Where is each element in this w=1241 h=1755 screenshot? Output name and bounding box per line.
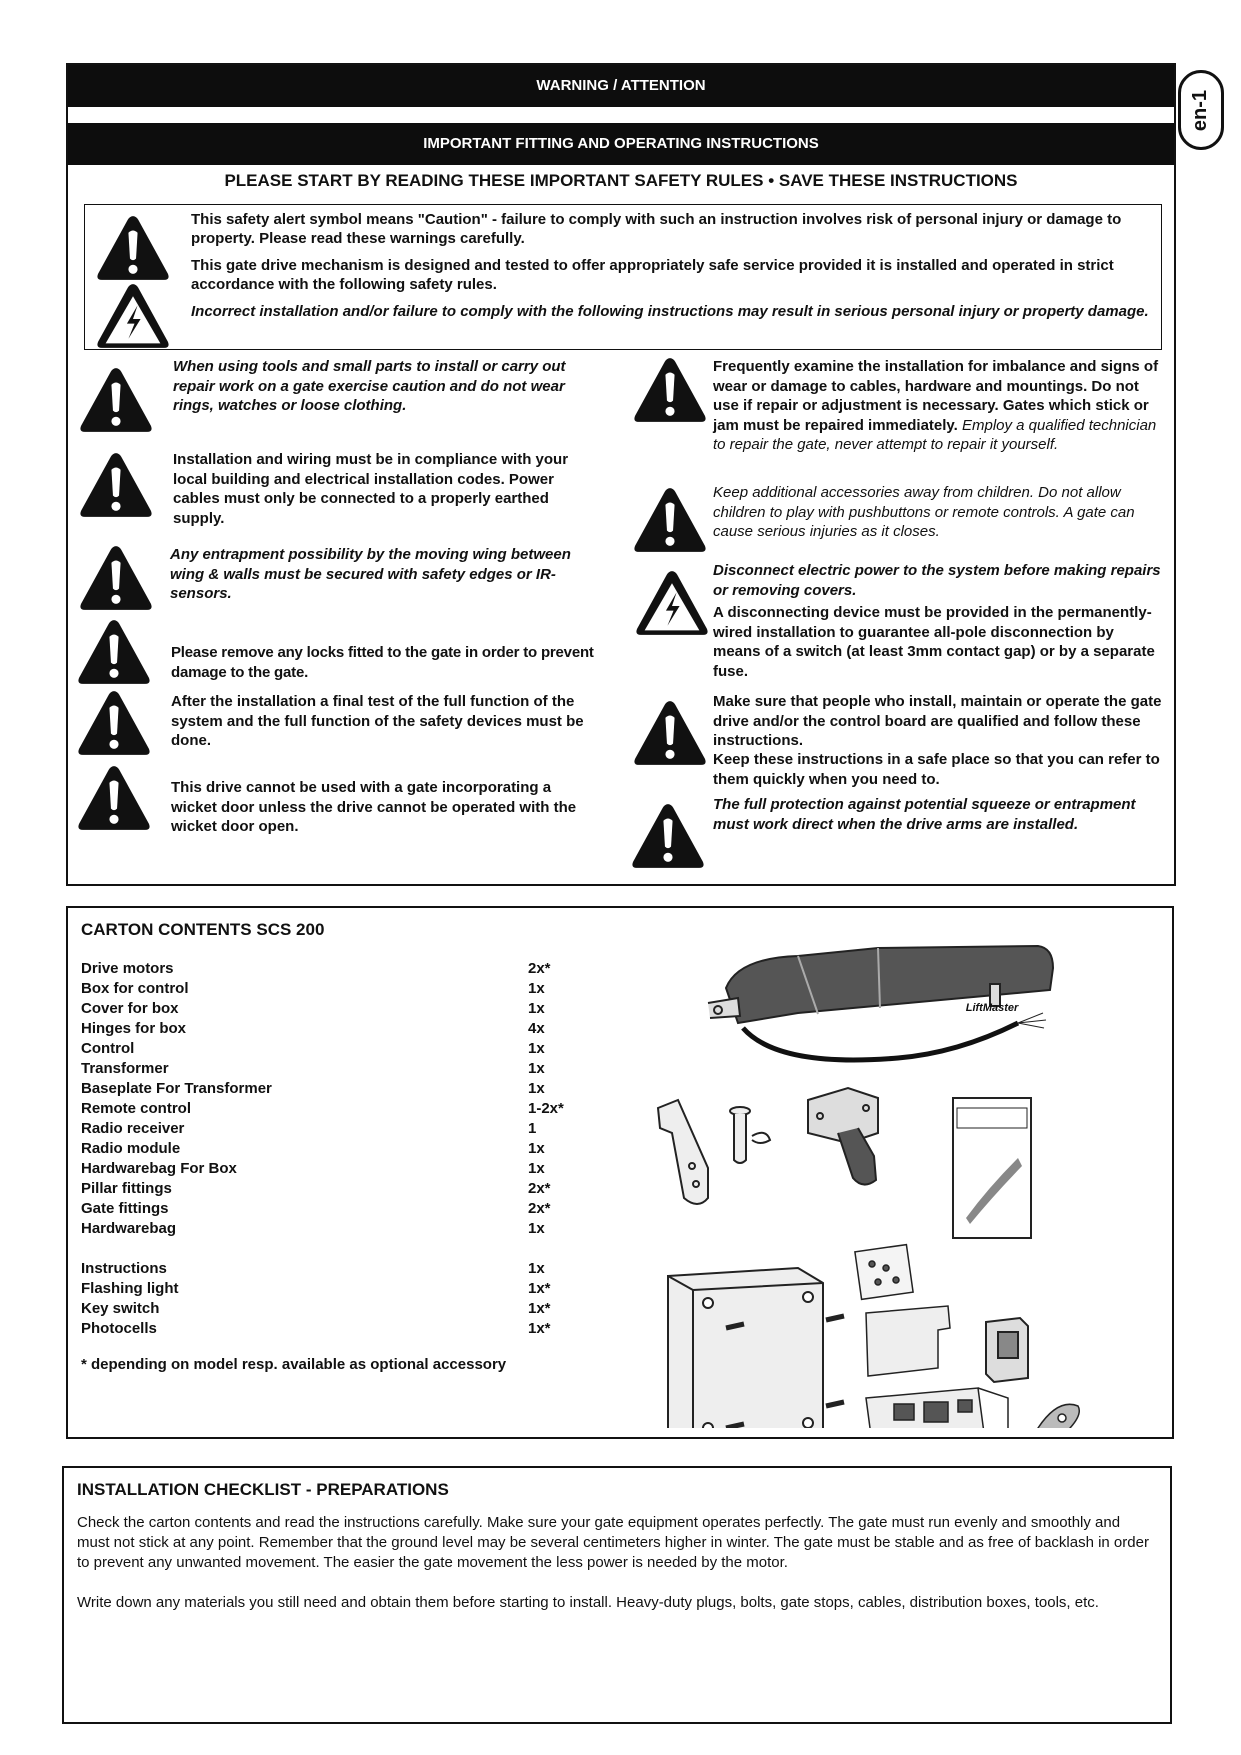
list-item (81, 1099, 601, 1119)
item-qty: 1x (528, 980, 545, 997)
item-qty: 1x* (528, 1300, 551, 1317)
item-qty: 1x (528, 1080, 545, 1097)
item-name: Drive motors (81, 960, 174, 977)
alert-caution-text: This safety alert symbol means "Caution" - failure to comply with such an instruction involves risk of personal injury or damage to property. Please read these warnings carefully. (191, 211, 1122, 247)
warning-triangle-icon (76, 617, 152, 687)
warning-triangle-icon (78, 450, 154, 520)
warning-triangle-icon (95, 213, 171, 283)
list-item (81, 1039, 601, 1059)
carton-footnote: * depending on model resp. available as optional accessory (81, 1356, 507, 1373)
pillar-fitting-drawing (658, 1100, 708, 1204)
item-qty: 1x (528, 1160, 545, 1177)
item-qty: 1x* (528, 1320, 551, 1337)
list-item (81, 1139, 601, 1159)
item-name: Flashing light (81, 1280, 179, 1297)
item-name: Gate fittings (81, 1200, 169, 1217)
list-item (81, 1079, 601, 1099)
electric-hazard-icon (95, 281, 171, 351)
rule-tools: When using tools and small parts to install or carry out repair work on a gate exercise caution and do not wear rings, watches or loose clothing. (173, 358, 566, 414)
alert-design-text: This gate drive mechanism is designed and tested to offer appropriately safe service provided it is installed and operated in strict accordance with the following safety rules. (191, 257, 1114, 293)
transformer-baseplate-drawing (866, 1306, 950, 1376)
item-name: Hardwarebag (81, 1220, 177, 1237)
item-name: Instructions (81, 1260, 167, 1277)
rule-full-protection: The full protection against potential squeeze or entrapment must work direct when the drive arms are installed. (713, 796, 1136, 833)
list-item (81, 1199, 601, 1219)
item-qty: 1x (528, 1060, 545, 1077)
item-qty: 1x (528, 1000, 545, 1017)
warning-triangle-icon (76, 688, 152, 758)
rule-disconnect-power: Disconnect electric power to the system before making repairs or removing covers. (713, 562, 1161, 599)
item-name: Control (81, 1040, 135, 1057)
fitting-instructions-bar: IMPORTANT FITTING AND OPERATING INSTRUCTIONS (68, 123, 1174, 165)
list-item (81, 999, 601, 1019)
carton-contents-list (81, 959, 601, 1339)
instruction-manual-drawing (953, 1098, 1031, 1238)
alert-box (84, 204, 1162, 350)
item-qty: 1x* (528, 1280, 551, 1297)
warning-bar: WARNING / ATTENTION (68, 65, 1174, 107)
list-item (81, 1299, 601, 1319)
item-name: Pillar fittings (81, 1180, 172, 1197)
page-number-tab (1178, 70, 1224, 150)
warning-triangle-icon (632, 485, 708, 555)
remote-control-drawing (1038, 1404, 1079, 1428)
item-qty: 2x* (528, 1200, 551, 1217)
checklist-title: INSTALLATION CHECKLIST - PREPARATIONS (77, 1480, 449, 1499)
list-item (81, 1319, 601, 1339)
item-qty: 1x (528, 1140, 545, 1157)
list-item (81, 1259, 601, 1279)
gate-fitting-drawing (808, 1088, 878, 1185)
carton-contents-section (66, 906, 1174, 1439)
list-item (81, 1019, 601, 1039)
hardware-bag-drawing (855, 1245, 913, 1300)
item-qty: 4x (528, 1020, 545, 1037)
list-item (81, 1179, 601, 1199)
item-qty: 1x (528, 1220, 545, 1237)
alert-incorrect-text: Incorrect installation and/or failure to comply with the following instructions may result in serious personal injury or property damage. (191, 303, 1149, 320)
product-components-illustration (648, 928, 1158, 1428)
transformer-drawing (986, 1318, 1028, 1382)
item-name: Photocells (81, 1320, 157, 1337)
list-spacer (81, 1239, 601, 1259)
rule-keep-instructions: Keep these instructions in a safe place so that you can refer to them quickly when you need to. (713, 751, 1160, 788)
item-name: Transformer (81, 1060, 169, 1077)
rule-examine-technician: Employ a qualified technician to repair the gate, never attempt to repair it yourself. (713, 416, 1157, 453)
rule-entrapment: Any entrapment possibility by the moving wing between wing & walls must be secured with safety edges or IR-sensors. (170, 546, 571, 602)
item-name: Hardwarebag For Box (81, 1160, 237, 1177)
checklist-paragraph-2: Write down any materials you still need and obtain them before starting to install. Heavy-duty plugs, bolts, gate stops, cables, distribution boxes, tools, etc. (77, 1594, 1099, 1611)
rule-qualified: Make sure that people who install, maintain or operate the gate drive and/or the control board are qualified and follow these instructions. (713, 693, 1162, 749)
list-item (81, 1159, 601, 1179)
item-qty: 2x* (528, 1180, 551, 1197)
rule-final-test: After the installation a final test of the full function of the system and the full function of the safety devices must be done. (171, 693, 584, 749)
item-qty: 2x* (528, 960, 551, 977)
item-name: Hinges for box (81, 1020, 187, 1037)
rule-children (713, 483, 1163, 542)
list-item (81, 1119, 601, 1139)
rule-children-text: Keep additional accessories away from children. Do not allow children to play with pushbuttons or remote controls. A gate can cause serious injuries as it closes. (713, 484, 1135, 540)
list-item (81, 1279, 601, 1299)
rule-examine (713, 357, 1163, 455)
warning-triangle-icon (632, 355, 708, 425)
rule-examine-text: Frequently examine the installation for imbalance and signs of wear or damage to cables, hardware and mountings. Do not use if repair or adjustment is necessary. Gates which stick or jam must be repaired immediately. (713, 358, 1159, 434)
installation-checklist-section (62, 1466, 1172, 1724)
warning-triangle-icon (630, 801, 706, 871)
item-name: Cover for box (81, 1000, 179, 1017)
item-name: Radio module (81, 1140, 181, 1157)
control-box-drawing (668, 1268, 844, 1428)
item-qty: 1x (528, 1040, 545, 1057)
list-item (81, 979, 601, 999)
warning-triangle-icon (76, 763, 152, 833)
safety-section (66, 63, 1176, 886)
item-name: Radio receiver (81, 1120, 185, 1137)
warning-triangle-icon (632, 698, 708, 768)
rule-wiring: Installation and wiring must be in compliance with your local building and electrical installation codes. Power cables must only be connected to a properly earthed supply. (173, 451, 569, 527)
warning-triangle-icon (78, 543, 154, 613)
item-qty: 1x (528, 1260, 545, 1277)
list-item (81, 1059, 601, 1079)
control-board-drawing (866, 1388, 1008, 1428)
safety-heading: PLEASE START BY READING THESE IMPORTANT SAFETY RULES • SAVE THESE INSTRUCTIONS (224, 171, 1018, 190)
list-item (81, 959, 601, 979)
carton-title: CARTON CONTENTS SCS 200 (81, 920, 325, 939)
item-name: Key switch (81, 1300, 160, 1317)
item-name: Box for control (81, 980, 189, 997)
manual-brand-text: LiftMaster (965, 1002, 1019, 1014)
checklist-paragraph-1: Check the carton contents and read the instructions carefully. Make sure your gate equipment operates perfectly. The gate must run evenly and smoothly and must not stick at any point. Remember that the ground level may be several centimeters higher in winter. The gate must be stable and as free of backlash in order to prevent any unwanted movement. The easier the gate movement the less power is needed by the motor. (77, 1514, 1149, 1571)
rule-wicket-door: This drive cannot be used with a gate incorporating a wicket door unless the drive cannot be operated with the wicket door open. (171, 779, 577, 835)
rule-disconnecting-device: A disconnecting device must be provided in the permanently-wired installation to guarantee all-pole disconnection by means of a switch (at least 3mm contact gap) or by a separate fuse. (713, 604, 1155, 680)
electric-hazard-icon (634, 568, 710, 638)
item-name: Remote control (81, 1100, 192, 1117)
item-name: Baseplate For Transformer (81, 1080, 272, 1097)
list-item (81, 1219, 601, 1239)
rule-locks: Please remove any locks fitted to the gate in order to prevent damage to the gate. (171, 644, 594, 681)
item-qty: 1 (528, 1120, 537, 1137)
page-number-label: en-1 (1189, 89, 1212, 131)
hinge-pin-drawing (730, 1107, 770, 1163)
item-qty: 1-2x* (528, 1100, 564, 1117)
warning-triangle-icon (78, 365, 154, 435)
